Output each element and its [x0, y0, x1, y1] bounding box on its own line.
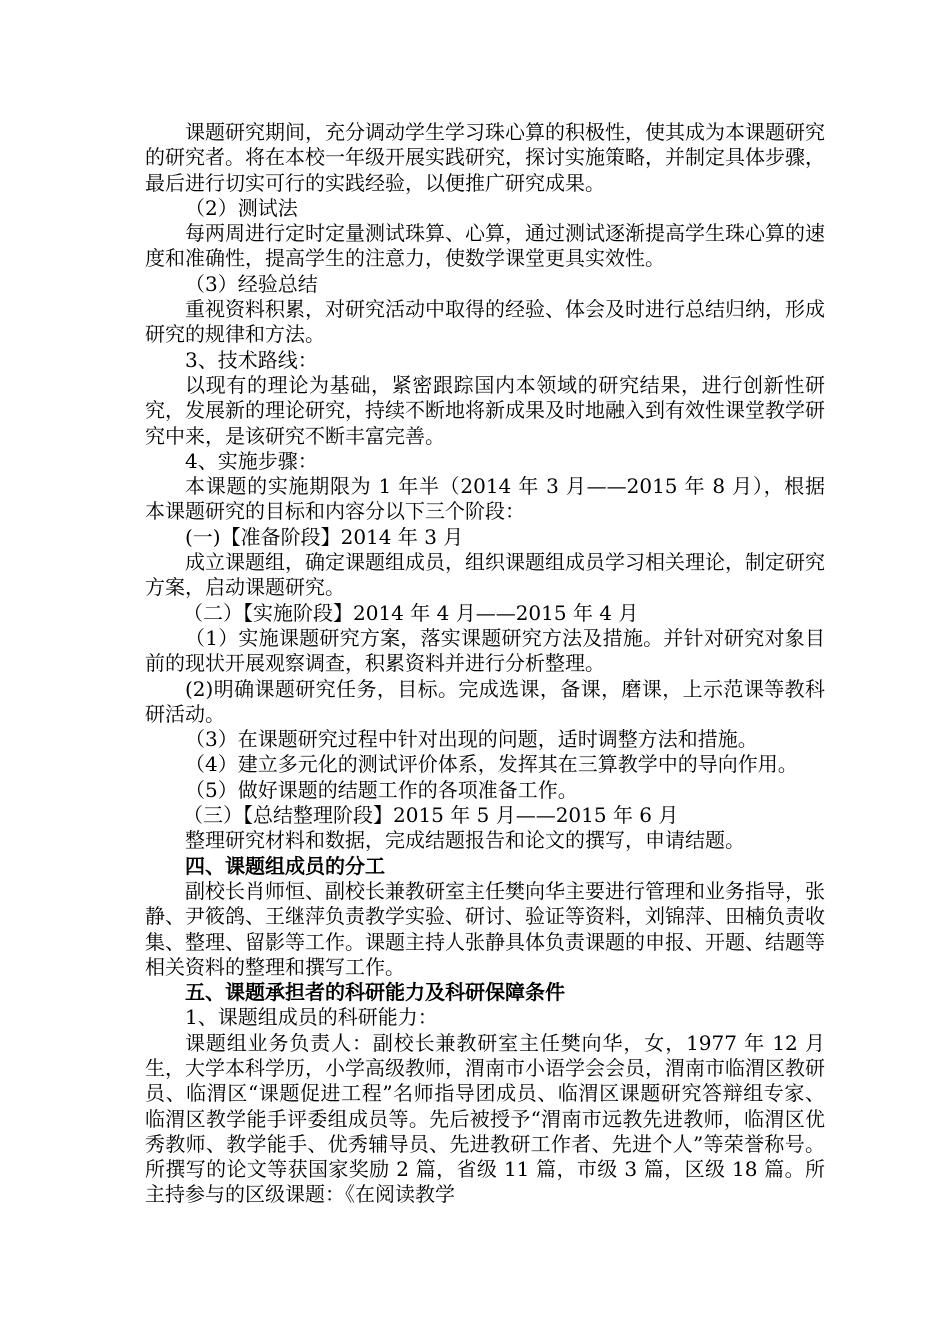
paragraph-division-of-labor: 副校长肖师恒、副校长兼教研室主任樊向华主要进行管理和业务指导，张静、尹筱鸽、王继萍负责教学实验、研讨、验证等资料，刘锦萍、田楠负责收集、整理、留影等工作。课题主持人张静具体负责课题的申报、开题、结题等相关资料的整理和撰写工作。 [145, 878, 825, 979]
paragraph-summary: 整理研究材料和数据，完成结题报告和论文的撰写，申请结题。 [185, 828, 745, 853]
stage-implementation-heading: （二）【实施阶段】2014 年 4 月——2015 年 4 月 [183, 600, 639, 625]
implementation-item-4: （4）建立多元化的测试评价体系，发挥其在三算教学中的导向作用。 [185, 752, 798, 777]
paragraph-test-method: 每两周进行定时定量测试珠算、心算，通过测试逐渐提高学生珠心算的速度和准确性，提高学生的注意力，使数学课堂更具实效性。 [145, 221, 825, 271]
implementation-item-3: （3）在课题研究过程中针对出现的问题，适时调整方法和措施。 [185, 727, 758, 752]
implementation-item-5: （5）做好课题的结题工作的各项准备工作。 [185, 777, 578, 802]
paragraph-research-period: 课题研究期间，充分调动学生学习珠心算的积极性，使其成为本课题研究的研究者。将在本校一年级开展实践研究，探讨实施策略，并制定具体步骤，最后进行切实可行的实践经验，以便推广研究成果。 [145, 120, 825, 195]
paragraph-member-profile: 课题组业务负责人：副校长兼教研室主任樊向华，女，1977 年 12 月生，大学本科学历，小学高级教师，渭南市小语学会会员，渭南市临渭区教研员、临渭区“课题促进工程”名师指导团成员、临渭区课题研究答辩组专家、临渭区教学能手评委组成员等。先后被授予“渭南市远教先进教师，临渭区优秀教师、教学能手、优秀辅导员、先进教研工作者、先进个人”等荣誉称号。所撰写的论文等获国家奖励 2 篇，省级 11 篇，市级 3 篇，区级 18 篇。所主持参与的区级课题：《在阅读教学 [145, 1030, 825, 1207]
implementation-item-2: (2)明确课题研究任务，目标。完成选课，备课，磨课，上示范课等教科研活动。 [145, 676, 825, 726]
subheading-member-capacity: 1、课题组成员的科研能力： [185, 1005, 438, 1030]
subheading-technical-route: 3、技术路线： [185, 347, 318, 372]
stage-summary-heading: （三）【总结整理阶段】2015 年 5 月——2015 年 6 月 [183, 803, 679, 828]
paragraph-experience-summary: 重视资料积累，对研究活动中取得的经验、体会及时进行总结归纳，形成研究的规律和方法。 [145, 297, 825, 347]
section-heading-division-of-labor: 四、课题组成员的分工 [185, 853, 385, 878]
paragraph-technical-route: 以现有的理论为基础，紧密跟踪国内本领域的研究结果，进行创新性研究，发展新的理论研究，持续不断地将新成果及时地融入到有效性课堂教学研究中来，是该研究不断丰富完善。 [145, 372, 825, 448]
subheading-experience-summary: （3）经验总结 [185, 271, 318, 296]
implementation-item-1: （1）实施课题研究方案，落实课题研究方法及措施。并针对研究对象目前的现状开展观察调查，积累资料并进行分析整理。 [145, 625, 825, 676]
document-body [145, 120, 825, 1208]
paragraph-implementation-period: 本课题的实施期限为 1 年半（2014 年 3 月——2015 年 8 月），根据本课题研究的目标和内容分以下三个阶段： [145, 474, 825, 524]
subheading-implementation-steps: 4、实施步骤： [185, 448, 318, 473]
section-heading-research-capacity: 五、课题承担者的科研能力及科研保障条件 [185, 980, 565, 1005]
subheading-test-method: （2）测试法 [185, 195, 298, 220]
paragraph-preparation: 成立课题组，确定课题组成员，组织课题组成员学习相关理论，制定研究方案，启动课题研究。 [145, 550, 825, 600]
stage-preparation-heading: (一)【准备阶段】2014 年 3 月 [185, 524, 464, 549]
